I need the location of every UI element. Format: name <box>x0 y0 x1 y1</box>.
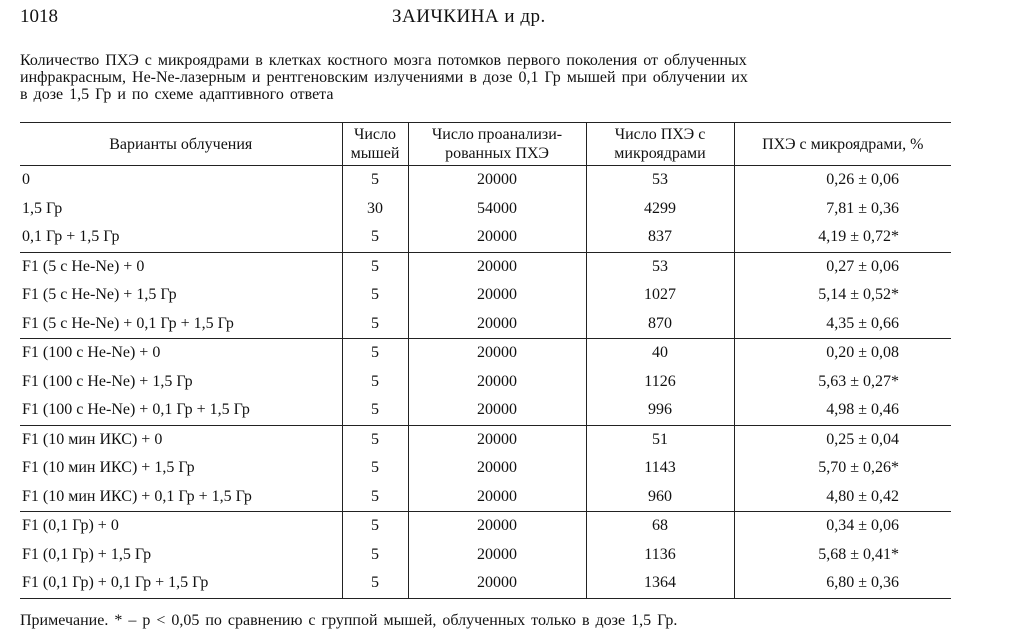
table-row <box>20 483 951 512</box>
percent-cell: 5,14 ± 0,52* <box>734 281 951 310</box>
mice-count-cell: 5 <box>342 425 408 454</box>
micronuclei-count-cell: 53 <box>586 252 734 281</box>
variant-cell: F1 (5 с He-Ne) + 1,5 Гр <box>22 286 177 304</box>
analyzed-count-cell: 20000 <box>408 281 586 310</box>
percent-cell: 5,70 ± 0,26* <box>734 454 951 483</box>
mice-count-cell: 5 <box>342 541 408 570</box>
mice-count-cell: 5 <box>342 569 408 598</box>
variant-cell: F1 (100 с He-Ne) + 0 <box>20 339 342 368</box>
variant-cell: F1 (5 с He-Ne) + 0,1 Гр + 1,5 Гр <box>22 314 234 332</box>
micronuclei-count-cell: 40 <box>586 339 734 368</box>
caption-line: инфракрасным, He-Ne-лазерным и рентгеновским излучениями в дозе 0,1 Гр мышей при облучении их <box>20 69 748 86</box>
micronuclei-count-cell: 51 <box>586 425 734 454</box>
analyzed-count-cell: 54000 <box>408 195 586 224</box>
header-analyzed: Число проанализи-рованных ПХЭ <box>408 123 586 166</box>
table-row <box>20 512 951 541</box>
percent-cell: 4,19 ± 0,72* <box>734 223 951 252</box>
caption-line: Количество ПХЭ с микроядрами в клетках костного мозга потомков первого поколения от облученных <box>20 52 747 69</box>
table-row <box>20 541 951 570</box>
table-row <box>20 166 951 195</box>
micronuclei-count-cell: 1126 <box>586 368 734 397</box>
mice-count-cell: 5 <box>342 310 408 339</box>
variant-cell: 0 <box>22 171 30 189</box>
variant-cell: F1 (10 мин ИКС) + 0 <box>20 425 342 454</box>
mice-count-cell: 5 <box>342 454 408 483</box>
percent-cell: 0,26 ± 0,06 <box>734 166 951 195</box>
table-row <box>20 396 951 425</box>
header-micronuclei: Число ПХЭ с микроядрами <box>586 123 734 166</box>
variant-cell: F1 (100 с He-Ne) + 0,1 Гр + 1,5 Гр <box>22 401 250 419</box>
mice-count-cell: 5 <box>342 166 408 195</box>
table-row <box>20 252 951 281</box>
analyzed-count-cell: 20000 <box>408 223 586 252</box>
variant-cell: F1 (0,1 Гр) + 1,5 Гр <box>22 545 152 563</box>
micronuclei-count-cell: 960 <box>586 483 734 512</box>
percent-cell: 6,80 ± 0,36 <box>734 569 951 598</box>
mice-count-cell: 5 <box>342 281 408 310</box>
variant-cell: F1 (10 мин ИКС) + 0,1 Гр + 1,5 Гр <box>22 487 252 505</box>
page-number: 1018 <box>20 6 58 27</box>
table-row <box>20 281 951 310</box>
analyzed-count-cell: 20000 <box>408 396 586 425</box>
mice-count-cell: 5 <box>342 512 408 541</box>
micronuclei-count-cell: 1136 <box>586 541 734 570</box>
variant-cell: F1 (10 мин ИКС) + 1,5 Гр <box>22 459 195 477</box>
percent-cell: 4,80 ± 0,42 <box>734 483 951 512</box>
micronuclei-count-cell: 996 <box>586 396 734 425</box>
micronuclei-count-cell: 870 <box>586 310 734 339</box>
mice-count-cell: 5 <box>342 368 408 397</box>
percent-cell: 0,34 ± 0,06 <box>734 512 951 541</box>
table-row <box>20 223 951 252</box>
header-percent: ПХЭ с микроядрами, % <box>734 123 951 166</box>
percent-cell: 5,63 ± 0,27* <box>734 368 951 397</box>
analyzed-count-cell: 20000 <box>408 425 586 454</box>
percent-cell: 4,35 ± 0,66 <box>734 310 951 339</box>
analyzed-count-cell: 20000 <box>408 339 586 368</box>
running-head: ЗАИЧКИНА и др. <box>392 6 546 27</box>
micronuclei-count-cell: 68 <box>586 512 734 541</box>
micronuclei-count-cell: 1027 <box>586 281 734 310</box>
analyzed-count-cell: 20000 <box>408 368 586 397</box>
analyzed-count-cell: 20000 <box>408 569 586 598</box>
table-row <box>20 425 951 454</box>
caption-line: в дозе 1,5 Гр и по схеме адаптивного ответа <box>20 86 334 103</box>
variant-cell: 0,1 Гр + 1,5 Гр <box>22 228 120 246</box>
micronuclei-count-cell: 53 <box>586 166 734 195</box>
micronuclei-count-cell: 837 <box>586 223 734 252</box>
table-footnote: Примечание. * – p < 0,05 по сравнению с группой мышей, облученных только в дозе 1,5 Гр. <box>20 612 678 629</box>
mice-count-cell: 5 <box>342 223 408 252</box>
mice-count-cell: 5 <box>342 396 408 425</box>
table-row <box>20 339 951 368</box>
micronuclei-count-cell: 1143 <box>586 454 734 483</box>
percent-cell: 5,68 ± 0,41* <box>734 541 951 570</box>
percent-cell: 0,27 ± 0,06 <box>734 252 951 281</box>
header-mice: Число мышей <box>342 123 408 166</box>
analyzed-count-cell: 20000 <box>408 483 586 512</box>
mice-count-cell: 5 <box>342 339 408 368</box>
variant-cell: F1 (0,1 Гр) + 0,1 Гр + 1,5 Гр <box>20 569 342 598</box>
analyzed-count-cell: 20000 <box>408 512 586 541</box>
percent-cell: 4,98 ± 0,46 <box>734 396 951 425</box>
table-row <box>20 454 951 483</box>
table-header-row <box>20 123 951 166</box>
analyzed-count-cell: 20000 <box>408 541 586 570</box>
table-row <box>20 195 951 224</box>
micronuclei-count-cell: 1364 <box>586 569 734 598</box>
percent-cell: 0,25 ± 0,04 <box>734 425 951 454</box>
table-row <box>20 569 951 598</box>
data-table <box>20 122 951 599</box>
analyzed-count-cell: 20000 <box>408 310 586 339</box>
percent-cell: 7,81 ± 0,36 <box>734 195 951 224</box>
analyzed-count-cell: 20000 <box>408 252 586 281</box>
analyzed-count-cell: 20000 <box>408 166 586 195</box>
mice-count-cell: 5 <box>342 252 408 281</box>
table-caption <box>20 52 980 103</box>
variant-cell: F1 (100 с He-Ne) + 1,5 Гр <box>22 372 193 390</box>
table-body <box>20 166 951 599</box>
variant-cell: 1,5 Гр <box>22 199 63 217</box>
analyzed-count-cell: 20000 <box>408 454 586 483</box>
mice-count-cell: 30 <box>342 195 408 224</box>
table-row <box>20 368 951 397</box>
variant-cell: F1 (5 с He-Ne) + 0 <box>20 252 342 281</box>
percent-cell: 0,20 ± 0,08 <box>734 339 951 368</box>
table-row <box>20 310 951 339</box>
header-variant: Варианты облучения <box>20 123 342 166</box>
variant-cell: F1 (0,1 Гр) + 0 <box>20 512 342 541</box>
mice-count-cell: 5 <box>342 483 408 512</box>
micronuclei-count-cell: 4299 <box>586 195 734 224</box>
